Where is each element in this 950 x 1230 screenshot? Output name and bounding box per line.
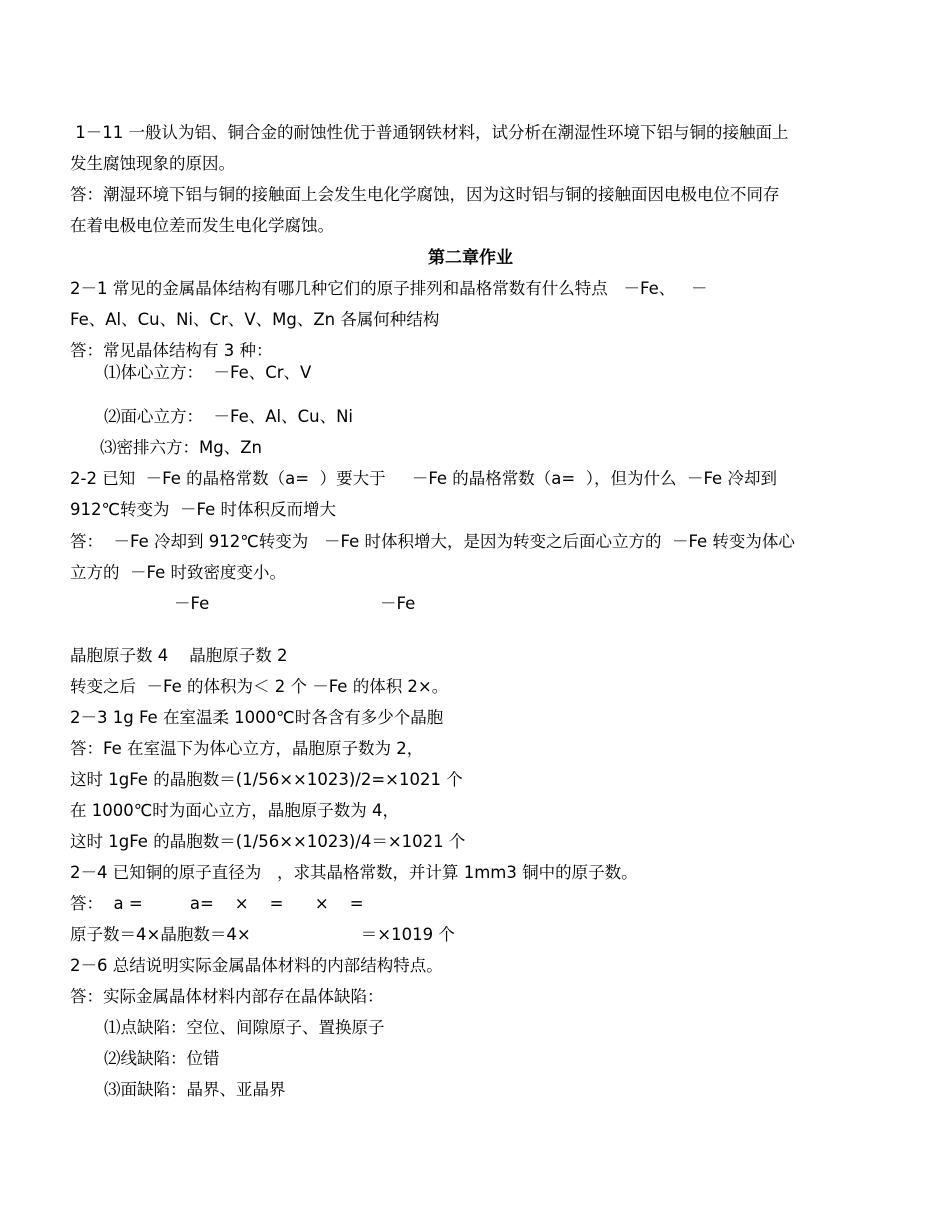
answer-2-1-intro: 答：常见晶体结构有 3 种： xyxy=(70,341,273,360)
answer-1-11-line-1: 答：潮湿环境下铝与铜的接触面上会发生电化学腐蚀，因为这时铝与铜的接触面因电极电位不同存 xyxy=(70,185,780,204)
question-2-6: 2－6 总结说明实际金属晶体材料的内部结构特点。 xyxy=(70,956,443,975)
question-2-2-line-2: 912℃转变为 －Fe 时体积反而增大 xyxy=(70,500,336,519)
answer-2-1-item-3: ⑶密排六方：Mg、Zn xyxy=(100,438,262,457)
question-2-1-line-2: Fe、Al、Cu、Ni、Cr、V、Mg、Zn 各属何种结构 xyxy=(70,310,440,329)
answer-2-2-line-1: 答： －Fe 冷却到 912℃转变为 －Fe 时体积增大，是因为转变之后面心立方的 －Fe 转变为体心 xyxy=(70,532,795,551)
answer-1-11-line-2: 在着电极电位差而发生电化学腐蚀。 xyxy=(70,216,334,235)
answer-2-3-line-2: 这时 1gFe 的晶胞数＝(1/56××1023)/2=×1021 个 xyxy=(70,770,463,789)
answer-2-6-item-2: ⑵线缺陷：位错 xyxy=(104,1049,220,1068)
question-2-3: 2－3 1g Fe 在室温柔 1000℃时各含有多少个晶胞 xyxy=(70,708,444,727)
answer-2-1-item-2: ⑵面心立方： －Fe、Al、Cu、Ni xyxy=(104,407,354,426)
answer-2-6-item-3: ⑶面缺陷：晶界、亚晶界 xyxy=(104,1080,286,1099)
chapter-title: 第二章作业 xyxy=(428,248,513,268)
answer-2-1-item-1: ⑴体心立方： －Fe、Cr、V xyxy=(104,363,312,382)
answer-2-3-line-3: 在 1000℃时为面心立方，晶胞原子数为 4， xyxy=(70,801,400,820)
figure-label-right: －Fe xyxy=(380,594,416,613)
answer-2-6-item-1: ⑴点缺陷：空位、间隙原子、置换原子 xyxy=(104,1018,385,1037)
unit-cell-atoms-line: 晶胞原子数 4 晶胞原子数 2 xyxy=(70,646,288,665)
answer-2-3-line-4: 这时 1gFe 的晶胞数＝(1/56××1023)/4＝×1021 个 xyxy=(70,832,466,851)
question-2-2-line-1: 2-2 已知 －Fe 的晶格常数（a= ）要大于 －Fe 的晶格常数（a= ），但为什么 －Fe 冷却到 xyxy=(70,469,777,488)
answer-2-4-line-2: 原子数＝4×晶胞数＝4× ＝×1019 个 xyxy=(70,925,455,944)
answer-2-4-line-1: 答： a = a= × = × = xyxy=(70,894,364,913)
volume-comparison-line: 转变之后 －Fe 的体积为＜ 2 个 －Fe 的体积 2×。 xyxy=(70,677,449,696)
answer-2-6-intro: 答：实际金属晶体材料内部存在晶体缺陷： xyxy=(70,987,384,1006)
figure-label-left: －Fe xyxy=(174,594,210,613)
question-2-4: 2－4 已知铜的原子直径为 ，求其晶格常数，并计算 1mm3 铜中的原子数。 xyxy=(70,863,638,882)
answer-2-2-line-2: 立方的 －Fe 时致密度变小。 xyxy=(70,563,286,582)
answer-2-3-line-1: 答：Fe 在室温下为体心立方，晶胞原子数为 2， xyxy=(70,739,424,758)
question-1-11-line-1: 1－11 一般认为铝、铜合金的耐蚀性优于普通钢铁材料，试分析在潮湿性环境下铝与铜的接触面上 xyxy=(70,123,789,142)
question-2-1-line-1: 2－1 常见的金属晶体结构有哪几种它们的原子排列和晶格常数有什么特点 －Fe、 － xyxy=(70,279,708,298)
question-1-11-line-2: 发生腐蚀现象的原因。 xyxy=(70,154,235,173)
